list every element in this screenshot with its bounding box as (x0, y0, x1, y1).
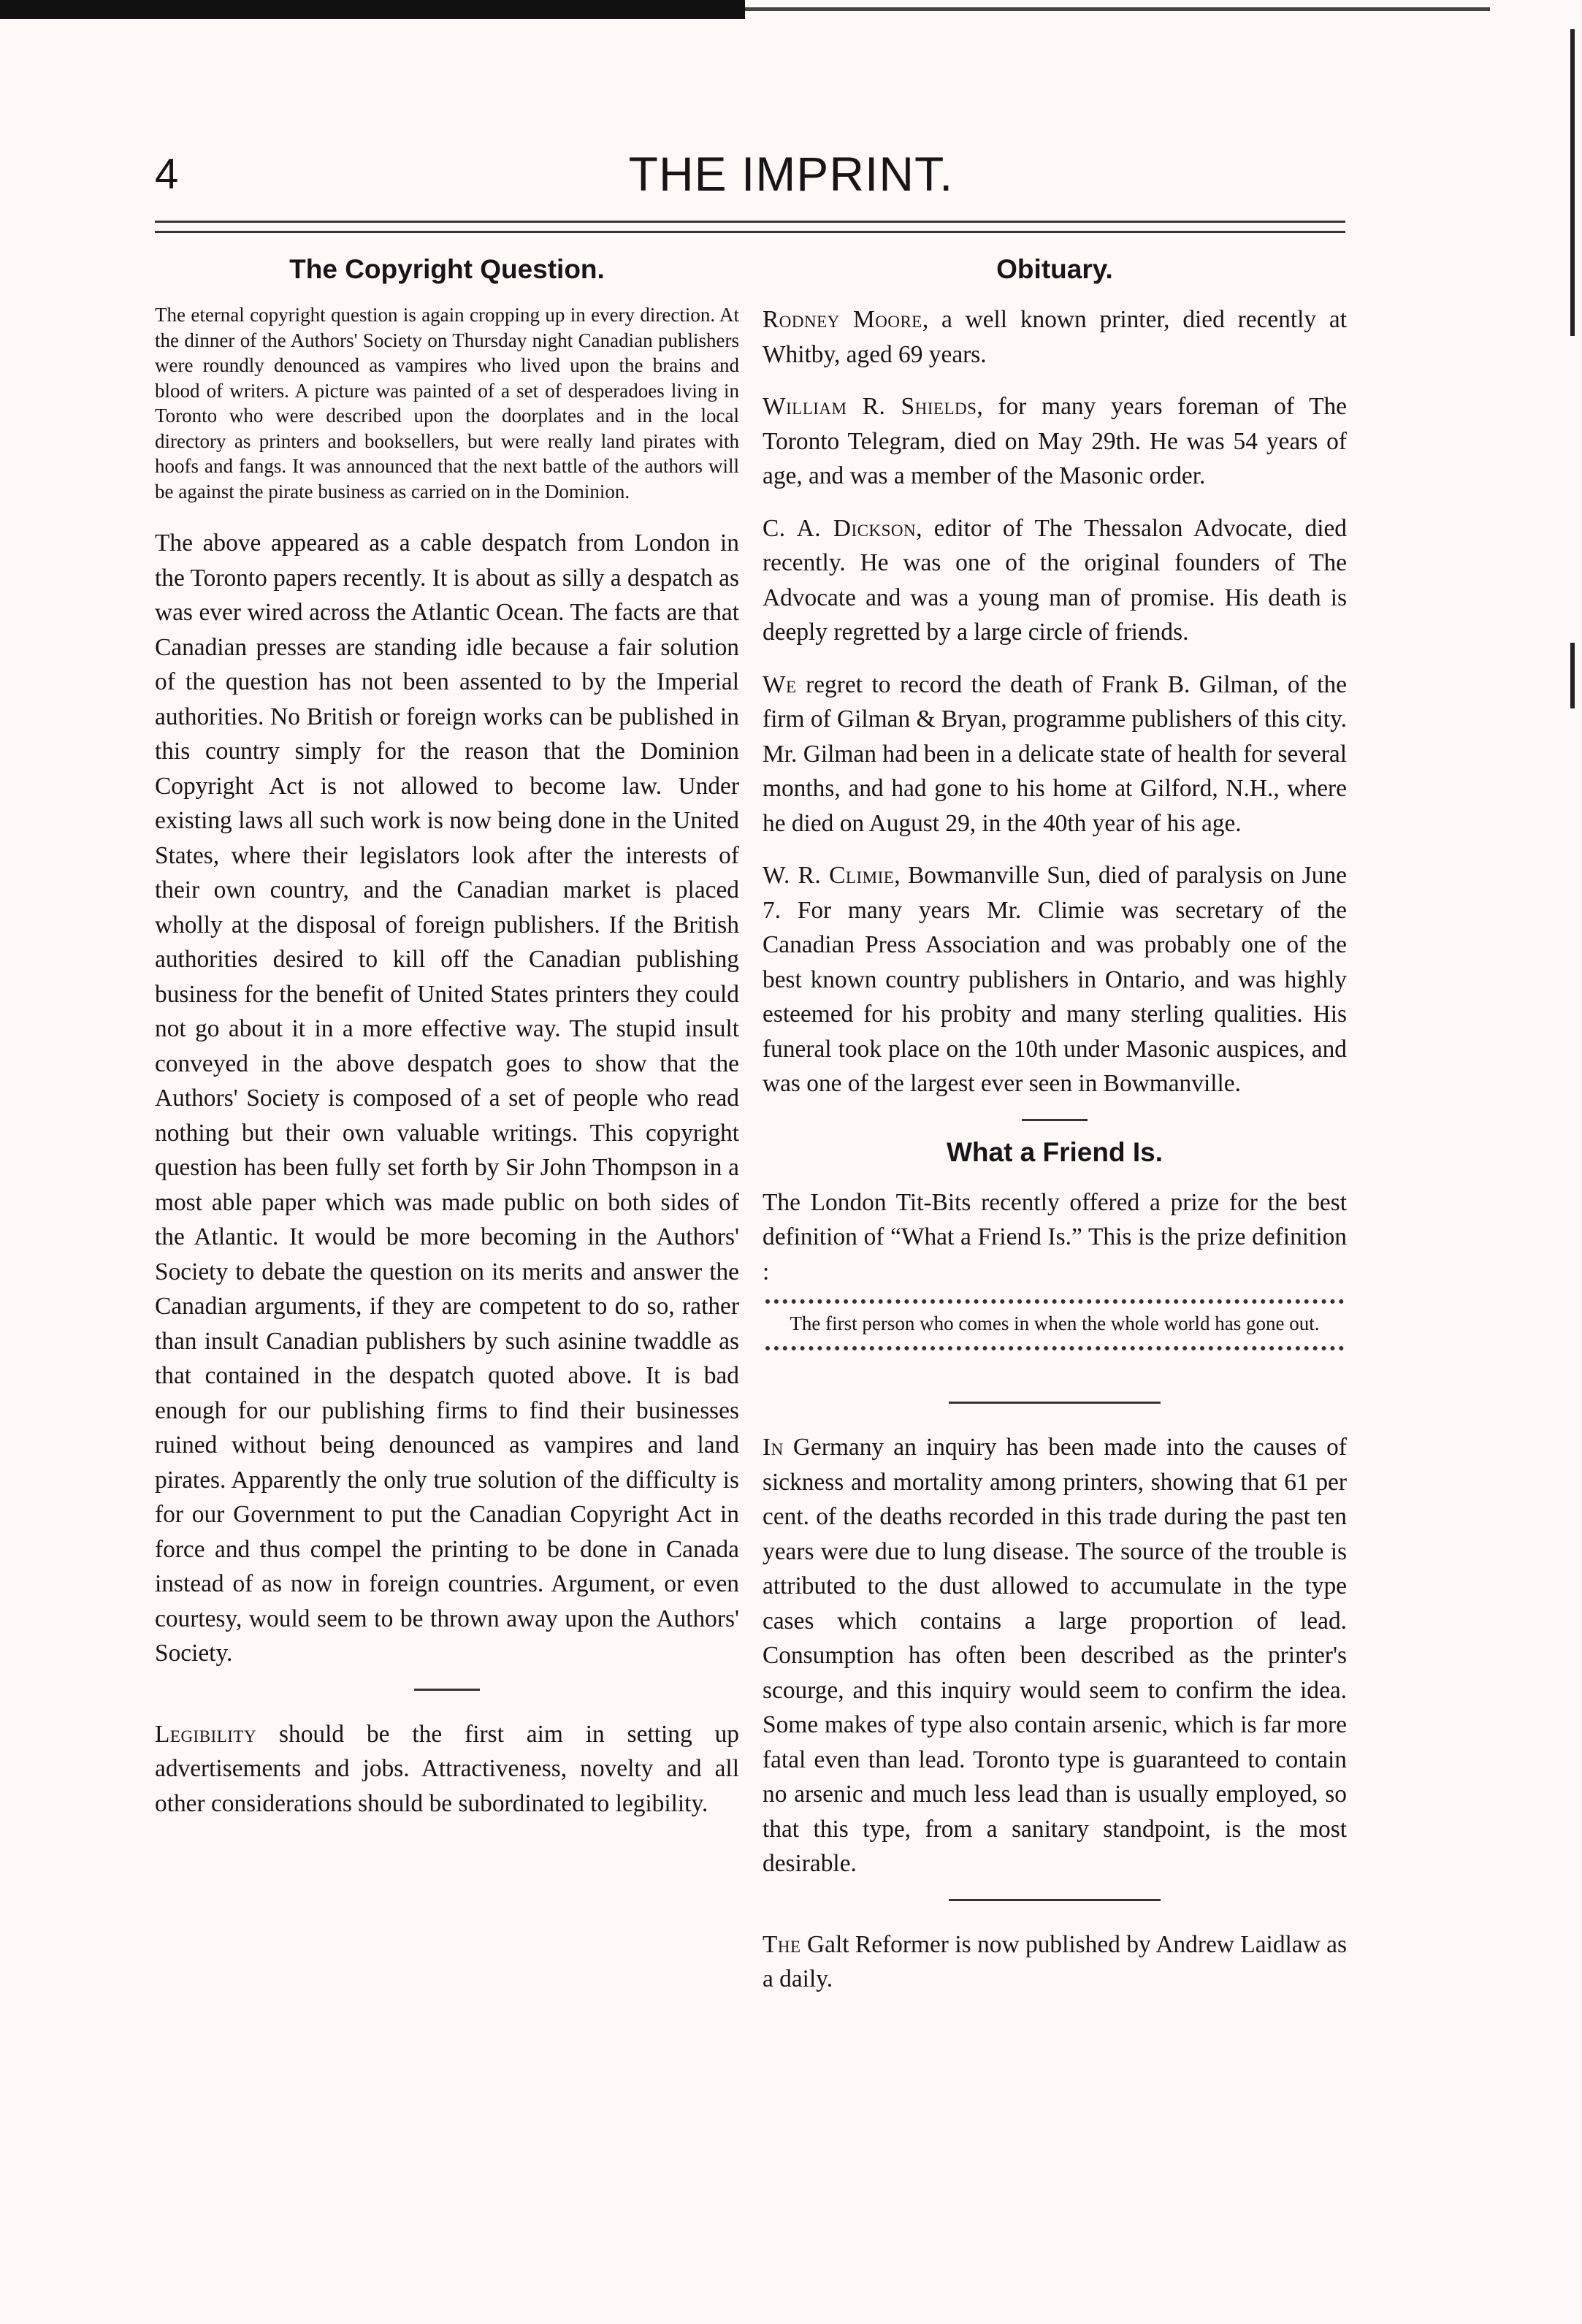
obituary-text: , a well known printer, died recently at Whitby, aged 69 years. (763, 306, 1347, 368)
obituary-text: , editor of The Thessalon Advocate, died recently. He was one of the original founders of The Advocate and was a young man of promise. His death is deeply regretted by a large circle of friends. (763, 514, 1347, 646)
obituary-text: , for many years foreman of The Toronto Telegram, died on May 29th. He was 54 years of age, and was a member of the Masonic order. (763, 393, 1347, 489)
friend-heading: What a Friend Is. (946, 1136, 1163, 1167)
prize-definition-box (765, 1299, 1344, 1350)
scan-edge-mark (1570, 643, 1575, 708)
obituary-name: William R. Shields (763, 393, 977, 420)
page-number: 4 (155, 150, 179, 198)
obituary-item (763, 511, 1347, 650)
obituary-text: regret to record the death of Frank B. Gilman, of the firm of Gilman & Bryan, programme publishers of this city. Mr. Gilman had been in a delicate state of health for several months, and had gone to his home at Gilford, N.H., where he died on August 29, in the 40th year of his age. (763, 670, 1347, 837)
top-border-rule (0, 0, 745, 19)
section-separator (1022, 1119, 1088, 1121)
prize-definition: The first person who comes in when the whole world has gone out. (790, 1312, 1320, 1334)
germany-lead-word: In (763, 1434, 784, 1461)
obituary-lead-word: We (763, 670, 797, 698)
obituary-heading: Obituary. (996, 254, 1113, 284)
copyright-heading: The Copyright Question. (289, 254, 605, 284)
copyright-quoted-despatch: The eternal copyright question is again cropping up in every direction. At the dinner of the Authors' Society on Thursday night Canadian publishers were roundly denounced as vampires who lived upon the brains and blood of writers. A picture was painted of a set of desperadoes living in Toronto who were described upon the doorplates and in the local directory as printers and booksellers, but were really land pirates with hoofs and fangs. It was announced that the next battle of the authors will be against the pirate business as carried on in the Dominion. (155, 304, 739, 502)
right-column (763, 248, 1347, 2014)
obituary-name: C. A. Dickson (763, 514, 917, 542)
obituary-text: , Bowmanville Sun, died of paralysis on June 7. For many years Mr. Climie was secretary of the Canadian Press Association and was probably one of the best known country publishers in Ontario, and was highly esteemed for his probity and many sterling qualities. His funeral took place on the 10th under Masonic auspices, and was one of the largest ever seen in Bowmanville. (763, 862, 1347, 1097)
header-rule (155, 231, 1345, 233)
obituary-name: Rodney Moore (763, 306, 922, 333)
germany-paragraph (763, 1430, 1347, 1881)
friend-intro: The London Tit-Bits recently offered a prize for the best definition of “What a Friend Is.” This is the prize definition : (763, 1188, 1347, 1285)
obituary-item (763, 858, 1347, 1101)
page-title: THE IMPRINT. (628, 147, 954, 201)
legibility-text: should be the first aim in setting up advertisements and jobs. Attractiveness, novelty and all other considerations should be subordinated to legibility. (155, 1720, 739, 1817)
galt-paragraph (763, 1927, 1347, 1997)
galt-lead-word: The (763, 1930, 801, 1958)
header-rule (155, 221, 1345, 223)
section-separator (949, 1899, 1161, 1901)
copyright-article-body: The above appeared as a cable despatch from London in the Toronto papers recently. It is about as silly a despatch as was ever wired across the Atlantic Ocean. The facts are that Canadian presses are standing idle because a fair solution of the question has not been assented to by the Imperial authorities. No British or foreign works can be published in this country simply for the reason that the Dominion Copyright Act is not allowed to become law. Under existing laws all such work is now being done in the United States, where their legislators look after the interests of their own country, and the Canadian market is placed wholly at the disposal of foreign publishers. If the British authorities desired to kill off the Canadian publishing business for the benefit of United States printers they could not go about it in a more effective way. The stupid insult conveyed in the above despatch goes to show that the Authors' Society is composed of a set of people who read nothing but their own valuable writings. This copyright question has been fully set forth by Sir John Thompson in a most able paper which was made public on both sides of the Atlantic. It would be more becoming in the Authors' Society to debate the question on its merits and answer the Canadian arguments, if they are competent to do so, rather than insult Canadian publishers by such asinine twaddle as that contained in the despatch quoted above. It is bad enough for our publishing firms to find their businesses ruined without being denounced as vampires and land pirates. Apparently the only true solution of the difficulty is for our Government to put the Canadian Copyright Act in force and thus compel the printing to be done in Canada instead of as now in foreign countries. Argument, or even courtesy, would seem to be thrown away upon the Authors' Society. (155, 530, 739, 1667)
left-column (155, 248, 739, 1838)
obituary-item (763, 668, 1347, 841)
obituary-item (763, 389, 1347, 494)
top-border-rule-thin (745, 7, 1490, 11)
legibility-lead-word: Legibility (155, 1720, 257, 1748)
section-separator (949, 1402, 1161, 1404)
obituary-item (763, 302, 1347, 372)
section-separator (414, 1689, 480, 1691)
obituary-name: W. R. Climie (763, 862, 895, 889)
galt-text: Galt Reformer is now published by Andrew Laidlaw as a daily. (763, 1930, 1347, 1992)
legibility-paragraph (155, 1717, 739, 1822)
germany-text: Germany an inquiry has been made into the causes of sickness and mortality among printers, showing that 61 per cent. of the deaths recorded in this trade during the past ten years were due to lung disease. The source of the trouble is attributed to the dust allowed to accumulate in the type cases which contains a large proportion of lead. Consumption has often been described as the printer's scourge, and this inquiry would seem to confirm the idea. Some makes of type also contain arsenic, which is far more fatal even than lead. Toronto type is guaranteed to contain no arsenic and much less lead than is usually employed, so that this type, from a sanitary standpoint, is the most desirable. (763, 1434, 1347, 1877)
